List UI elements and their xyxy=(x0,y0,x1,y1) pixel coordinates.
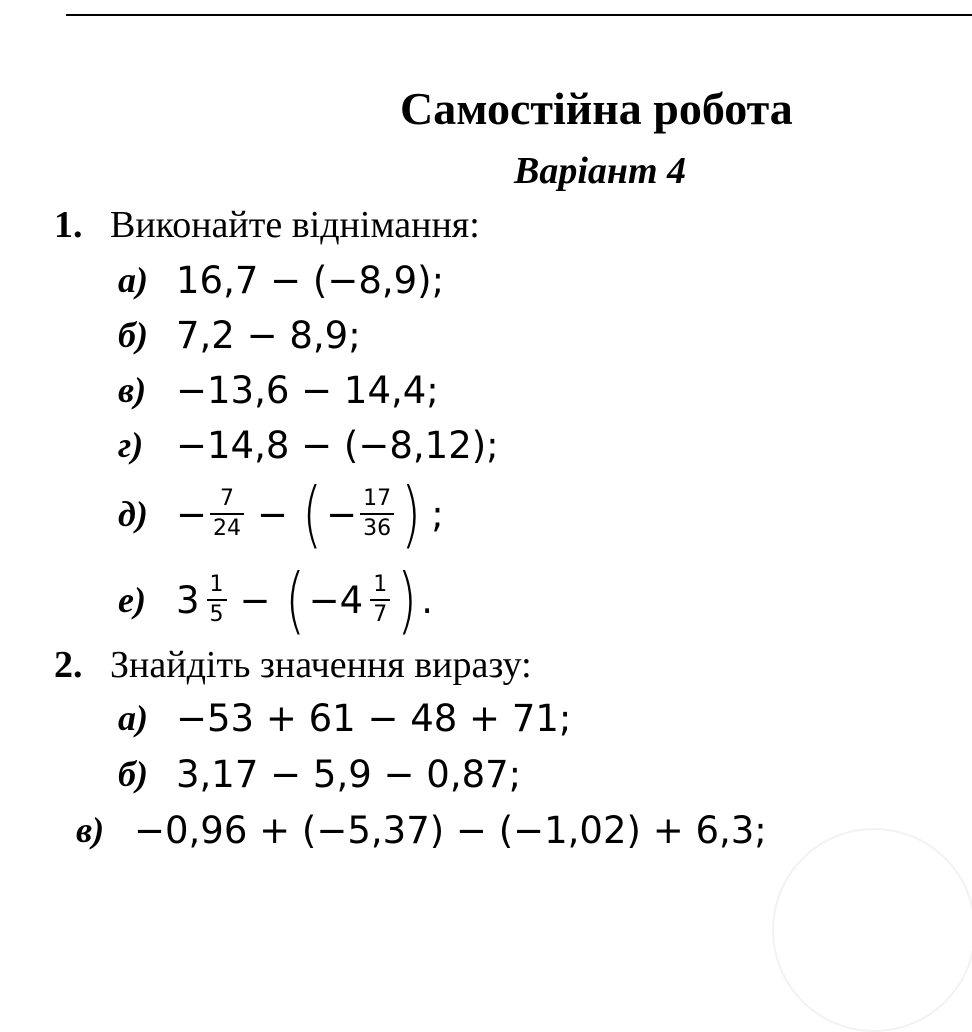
item-letter: б) xyxy=(118,315,148,355)
top-rule xyxy=(66,14,972,16)
whole-part: 3 xyxy=(176,578,200,622)
item-letter: б) xyxy=(118,754,148,794)
task-2-text: Знайдіть значення виразу: xyxy=(110,644,532,686)
item-expression: −0,96 + (−5,37) − (−1,02) + 6,3; xyxy=(134,808,767,852)
minus-sign: − xyxy=(326,492,358,536)
open-paren: ( xyxy=(302,472,322,556)
fraction-numerator: 1 xyxy=(373,572,388,597)
task-1-heading xyxy=(54,206,480,244)
item-expression: 16,7 − (−8,9); xyxy=(176,258,445,302)
minus-sign: − xyxy=(176,492,208,536)
item-expression: −53 + 61 − 48 + 71; xyxy=(176,696,572,740)
task-1-item-v xyxy=(118,368,439,412)
fraction xyxy=(210,488,244,540)
fraction xyxy=(370,574,390,626)
item-letter: а) xyxy=(118,698,148,738)
task-1-text: Виконайте віднімання: xyxy=(110,204,480,246)
decorative-circle xyxy=(772,828,972,1032)
item-letter: в) xyxy=(118,370,147,410)
fraction-denominator: 5 xyxy=(207,599,227,626)
variant-subtitle: Варіант 4 xyxy=(514,150,687,192)
item-expression: 7,2 − 8,9; xyxy=(176,313,361,357)
item-expression xyxy=(176,472,444,556)
fraction-denominator: 36 xyxy=(360,513,394,540)
task-1-item-a xyxy=(118,258,444,302)
item-letter: д) xyxy=(118,494,148,534)
task-1-item-d xyxy=(118,472,444,556)
operator: − xyxy=(239,578,271,622)
task-2-item-a xyxy=(118,696,571,740)
page-title: Самостійна робота xyxy=(400,83,793,134)
task-1-number: 1. xyxy=(54,204,83,246)
task-2-number: 2. xyxy=(54,644,83,686)
item-letter: е) xyxy=(118,580,146,620)
fraction xyxy=(207,574,227,626)
task-2-heading xyxy=(54,646,532,684)
end-punctuation: . xyxy=(421,578,434,622)
fraction-numerator: 7 xyxy=(220,486,235,511)
item-letter: г) xyxy=(118,425,144,465)
task-1-item-e xyxy=(118,558,434,642)
open-paren: ( xyxy=(284,558,305,642)
operator: − xyxy=(257,492,289,536)
fraction-numerator: 17 xyxy=(363,486,392,511)
item-expression: 3,17 − 5,9 − 0,87; xyxy=(176,752,522,796)
end-punctuation: ; xyxy=(431,492,444,536)
whole-part: −4 xyxy=(308,578,364,622)
fraction-denominator: 7 xyxy=(370,599,390,626)
task-1-item-b xyxy=(118,313,361,357)
item-letter: а) xyxy=(118,260,148,300)
close-paren: ) xyxy=(397,558,418,642)
task-1-item-g xyxy=(118,423,499,467)
close-paren: ) xyxy=(401,472,422,556)
fraction xyxy=(360,488,394,540)
task-2-item-b xyxy=(118,752,521,796)
item-letter: в) xyxy=(76,810,105,850)
fraction-denominator: 24 xyxy=(210,513,244,540)
item-expression xyxy=(176,558,434,642)
task-2-item-v xyxy=(76,808,767,852)
fraction-numerator: 1 xyxy=(209,572,224,597)
item-expression: −14,8 − (−8,12); xyxy=(176,423,499,467)
item-expression: −13,6 − 14,4; xyxy=(176,368,439,412)
